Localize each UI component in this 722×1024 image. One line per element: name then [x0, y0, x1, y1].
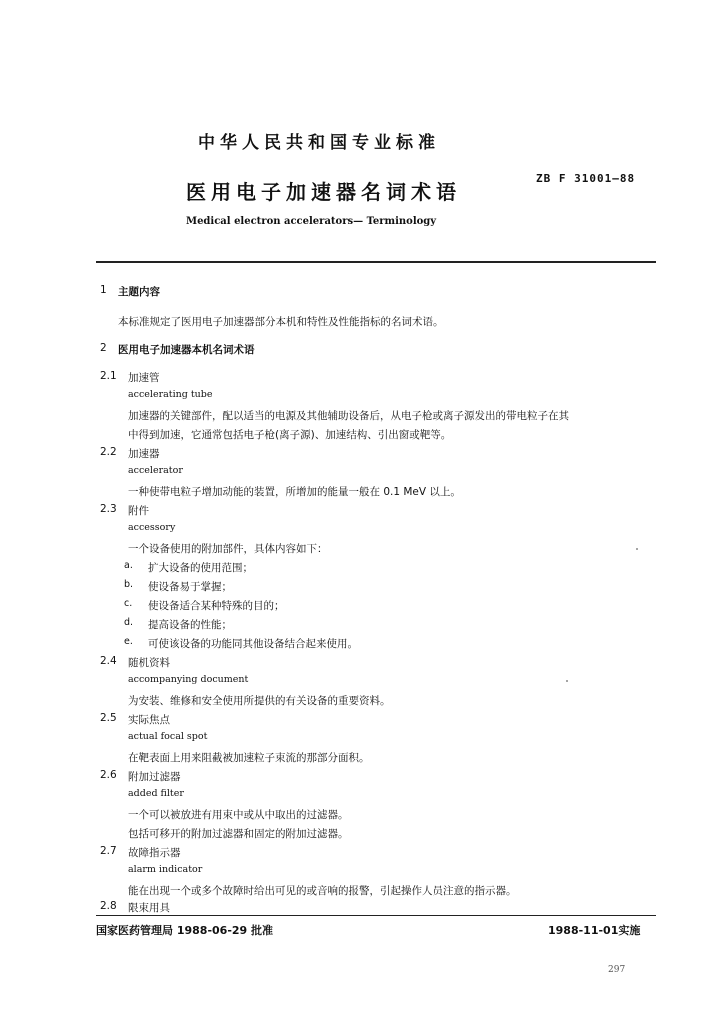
term-2-7-def: 能在出现一个或多个故障时给出可见的或音响的报警，引起操作人员注意的指示器。: [128, 885, 517, 897]
approval-line: 国家医药管理局 1988-06-29 批准: [96, 924, 274, 937]
section-2-title: 医用电子加速器本机名词术语: [118, 344, 255, 356]
header-rule: [96, 261, 656, 263]
term-2-8-cn: 限束用具: [128, 902, 170, 914]
list-item-mark: c.: [124, 598, 133, 609]
term-2-1-en: accelerating tube: [128, 389, 213, 400]
issuing-authority: 中华人民共和国专业标准: [198, 133, 440, 153]
page-number: 297: [608, 965, 626, 975]
term-2-4-en: accompanying document: [128, 674, 249, 685]
term-2-7-cn: 故障指示器: [128, 847, 181, 859]
term-2-2-number: 2.2: [100, 446, 117, 458]
list-item-mark: d.: [124, 617, 134, 628]
list-item-mark: a.: [124, 560, 133, 571]
term-2-1-def-line1: 加速器的关键部件，配以适当的电源及其他辅助设备后，从电子枪或离子源发出的带电粒子在其: [128, 410, 569, 422]
section-1-number: 1: [100, 284, 107, 296]
term-2-7-en: alarm indicator: [128, 864, 203, 875]
term-2-2-en: accelerator: [128, 465, 183, 476]
term-2-7-number: 2.7: [100, 845, 117, 857]
document-title: 医用电子加速器名词术语: [186, 180, 461, 204]
term-2-3-en: accessory: [128, 522, 176, 533]
term-2-5-en: actual focal spot: [128, 731, 208, 742]
list-item: 使设备易于掌握；: [148, 581, 232, 593]
footer-rule: [96, 915, 656, 916]
term-2-3-cn: 附件: [128, 505, 149, 517]
term-2-1-number: 2.1: [100, 370, 117, 382]
term-2-6-def-line1: 一个可以被放进有用束中或从中取出的过滤器。: [128, 809, 349, 821]
term-2-3-number: 2.3: [100, 503, 117, 515]
implementation-date: 1988-11-01实施: [548, 924, 641, 937]
list-item-mark: b.: [124, 579, 134, 590]
list-item: 提高设备的性能；: [148, 619, 232, 631]
list-item: 使设备适合某种特殊的目的；: [148, 600, 285, 612]
term-2-4-number: 2.4: [100, 655, 117, 667]
scan-speck: [566, 680, 568, 682]
english-title: Medical electron accelerators— Terminology: [186, 216, 437, 227]
term-2-5-cn: 实际焦点: [128, 714, 170, 726]
term-2-1-cn: 加速管: [128, 372, 160, 384]
term-2-4-cn: 随机资料: [128, 657, 170, 669]
list-item: 可使该设备的功能同其他设备结合起来使用。: [148, 638, 358, 650]
term-2-2-def: 一种使带电粒子增加动能的装置，所增加的能量一般在 0.1 MeV 以上。: [128, 486, 461, 498]
term-2-3-def: 一个设备使用的附加部件，具体内容如下：: [128, 543, 328, 555]
term-2-6-cn: 附加过滤器: [128, 771, 181, 783]
term-2-2-cn: 加速器: [128, 448, 160, 460]
term-2-5-def: 在靶表面上用来阻截被加速粒子束流的那部分面积。: [128, 752, 370, 764]
section-2-number: 2: [100, 342, 107, 354]
list-item: 扩大设备的使用范围；: [148, 562, 253, 574]
term-2-8-number: 2.8: [100, 900, 117, 912]
term-2-4-def: 为安装、维修和安全使用所提供的有关设备的重要资料。: [128, 695, 391, 707]
term-2-5-number: 2.5: [100, 712, 117, 724]
term-2-6-def-line2: 包括可移开的附加过滤器和固定的附加过滤器。: [128, 828, 349, 840]
term-2-6-number: 2.6: [100, 769, 117, 781]
term-2-1-def-line2: 中得到加速，它通常包括电子枪(离子源)、加速结构、引出窗或靶等。: [128, 429, 452, 441]
section-1-title: 主题内容: [118, 286, 160, 298]
section-1-body: 本标准规定了医用电子加速器部分本机和特性及性能指标的名词术语。: [118, 316, 444, 328]
term-2-6-en: added filter: [128, 788, 184, 799]
list-item-mark: e.: [124, 636, 133, 647]
standard-number: ZB F 31001—88: [536, 172, 636, 185]
scan-speck: [636, 548, 638, 550]
